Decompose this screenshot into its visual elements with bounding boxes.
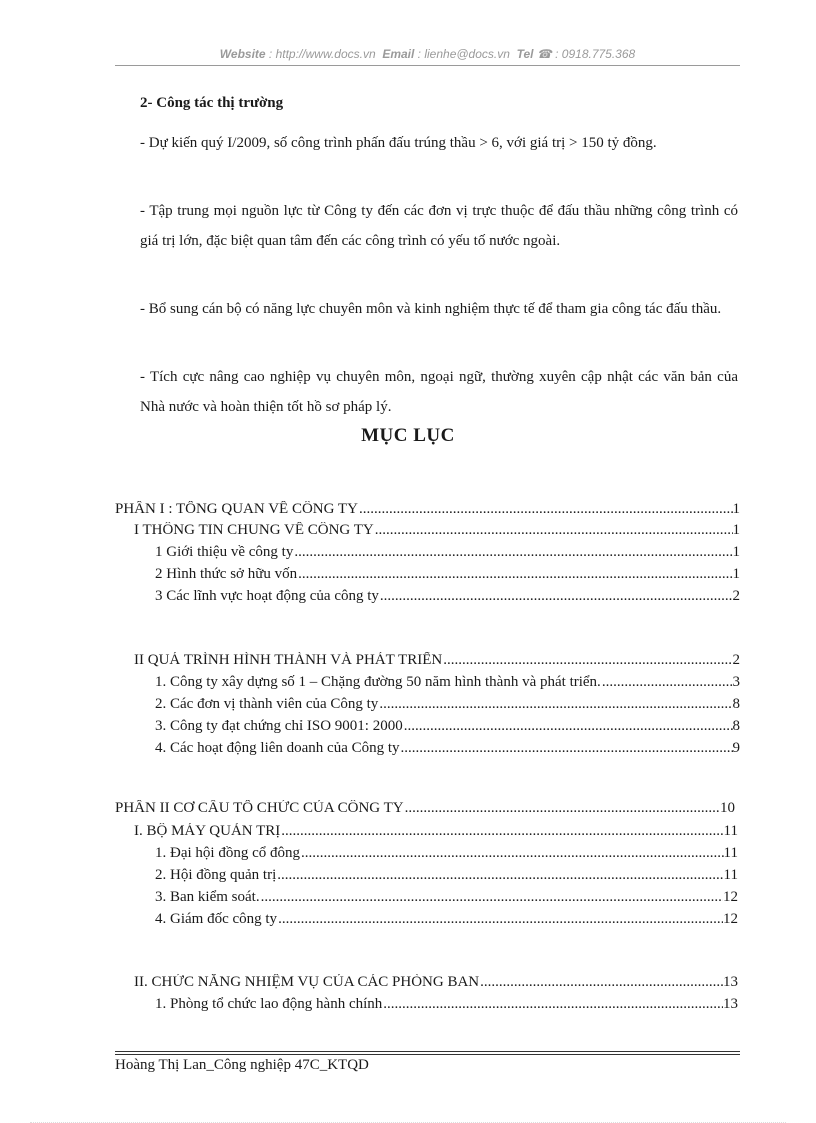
toc-entry-text: I. BỘ MÁY QUẢN TRỊ (134, 823, 281, 839)
page-header (115, 47, 740, 61)
toc-entry[interactable] (155, 996, 738, 1016)
toc-entry-page: 2 (732, 588, 740, 604)
website-label: Website (219, 47, 266, 61)
toc-entry[interactable] (155, 566, 740, 586)
toc-leader (480, 974, 723, 991)
toc-entry-text: 4. Giám đốc công ty (155, 911, 278, 927)
toc-title: MỤC LỤC (361, 425, 455, 446)
toc-entry-text: PHẦN I : TỔNG QUAN VỀ CÔNG TY (115, 501, 358, 517)
toc-entry[interactable] (134, 652, 740, 672)
footer-divider (115, 1054, 740, 1055)
toc-entry[interactable] (134, 522, 740, 542)
toc-entry-text: 2. Hội đồng quản trị (155, 867, 277, 883)
paragraph: - Dự kiến quý I/2009, số công trình phấn đấu trúng thầu > 6, với giá trị > 150 tỷ đồng. (140, 135, 657, 151)
toc-leader (405, 800, 720, 817)
paragraph: - Bổ sung cán bộ có năng lực chuyên môn và kinh nghiệm thực tế để tham gia công tác đấu thầu. (140, 301, 722, 317)
toc-leader (383, 996, 723, 1013)
toc-entry-page: 1 (732, 501, 740, 517)
section-heading: 2- Công tác thị trường (140, 95, 284, 111)
toc-entry-page: 2 (732, 652, 740, 668)
toc-entry-text: PHẦN II CƠ CẤU TỔ CHỨC CỦA CÔNG TY (115, 800, 404, 816)
toc-leader (379, 696, 732, 713)
toc-leader (298, 566, 732, 583)
toc-entry[interactable] (155, 911, 738, 931)
toc-entry[interactable] (155, 740, 740, 760)
toc-entry-page: 11 (723, 867, 738, 883)
toc-entry-text: 1. Phòng tổ chức lao động hành chính (155, 996, 383, 1012)
toc-entry-page: 9 (732, 740, 740, 756)
toc-entry-page: 8 (732, 696, 740, 712)
toc-entry-text: 1. Công ty xây dựng số 1 – Chặng đường 50 năm hình thành và phát triển. (155, 674, 601, 690)
toc-entry-text: 2 Hình thức sở hữu vốn (155, 566, 298, 582)
toc-entry[interactable] (155, 696, 740, 716)
toc-entry[interactable] (155, 867, 738, 887)
toc-leader (277, 867, 723, 884)
toc-leader (375, 522, 733, 539)
toc-entry-text: 4. Các hoạt động liên doanh của Công ty (155, 740, 400, 756)
toc-leader (380, 588, 733, 605)
toc-entry-page: 11 (723, 823, 738, 839)
toc-entry[interactable] (155, 889, 738, 909)
toc-leader (261, 889, 723, 906)
toc-leader (443, 652, 732, 669)
toc-leader (359, 501, 733, 518)
toc-entry[interactable] (115, 800, 735, 820)
tel-label: Tel (516, 47, 534, 61)
toc-entry-text: 3. Ban kiểm soát. (155, 889, 260, 905)
toc-leader (401, 740, 733, 757)
toc-leader (278, 911, 723, 928)
toc-entry-page: 1 (732, 522, 740, 538)
toc-entry-page: 11 (723, 845, 738, 861)
toc-entry[interactable] (115, 501, 740, 521)
toc-entry-page: 1 (732, 566, 740, 582)
toc-entry[interactable] (155, 718, 740, 738)
toc-entry-page: 12 (723, 911, 738, 927)
toc-entry-page: 13 (723, 974, 738, 990)
toc-entry-text: 1. Đại hội đồng cổ đông (155, 845, 300, 861)
toc-entry[interactable] (134, 974, 738, 994)
toc-entry[interactable] (155, 544, 740, 564)
header-divider (115, 65, 740, 66)
toc-entry-page: 3 (732, 674, 740, 690)
footer-divider (115, 1051, 740, 1052)
email-label: Email (382, 47, 415, 61)
toc-leader (602, 674, 733, 691)
toc-leader (294, 544, 732, 561)
toc-entry-text: 1 Giới thiệu về công ty (155, 544, 294, 560)
paragraph: - Tập trung mọi nguồn lực từ Công ty đến các đơn vị trực thuộc để đấu thầu những công trình có giá trị lớn, đặc biệt quan tâm đến các công trình có yếu tố nước ngoài. (140, 203, 738, 249)
paragraph: - Tích cực nâng cao nghiệp vụ chuyên môn, ngoại ngữ, thường xuyên cập nhật các văn bản của Nhà nước và hoàn thiện tốt hồ sơ pháp lý. (140, 369, 738, 415)
phone-icon: ☎ (536, 47, 552, 61)
toc-leader (404, 718, 733, 735)
toc-entry[interactable] (155, 845, 738, 865)
toc-entry-page: 10 (720, 800, 735, 816)
website-value: : http://www.docs.vn (268, 47, 376, 61)
toc-entry-text: 3 Các lĩnh vực hoạt động của công ty (155, 588, 379, 604)
toc-entry[interactable] (134, 823, 738, 843)
toc-entry-text: II QUÁ TRÌNH HÌNH THÀNH VÀ PHÁT TRIỂN (134, 652, 443, 668)
toc-entry-page: 1 (732, 544, 740, 560)
toc-entry-text: 2. Các đơn vị thành viên của Công ty (155, 696, 379, 712)
toc-leader (301, 845, 724, 862)
toc-entry-page: 8 (732, 718, 740, 734)
toc-entry-text: II. CHỨC NĂNG NHIỆM VỤ CỦA CÁC PHÒNG BAN (134, 974, 480, 990)
toc-entry-page: 13 (723, 996, 738, 1012)
toc-entry-text: I THÔNG TIN CHUNG VỀ CÔNG TY (134, 522, 374, 538)
toc-entry[interactable] (155, 588, 740, 608)
page-footer: Hoàng Thị Lan_Công nghiệp 47C_KTQD (115, 1057, 369, 1073)
tel-value: : 0918.775.368 (555, 47, 636, 61)
toc-leader (281, 823, 723, 840)
toc-entry[interactable] (155, 674, 740, 694)
toc-entry-text: 3. Công ty đạt chứng chỉ ISO 9001: 2000 (155, 718, 403, 734)
email-value: : lienhe@docs.vn (417, 47, 510, 61)
toc-entry-page: 12 (723, 889, 738, 905)
